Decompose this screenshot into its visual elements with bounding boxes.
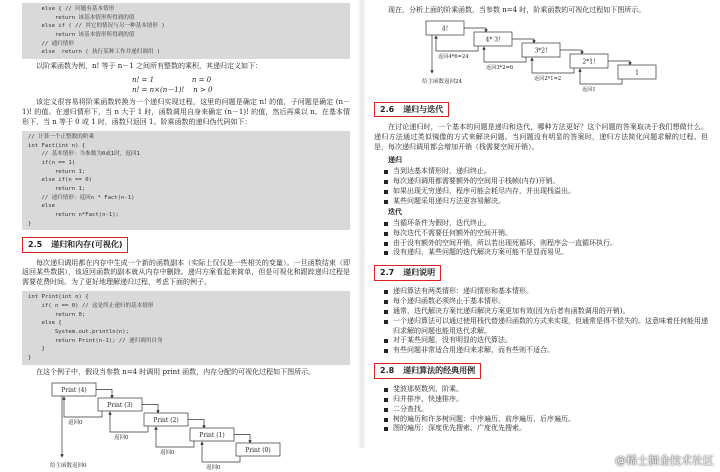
list-item: 每次迭代不需要任何额外的空间开销。 [384,229,708,239]
call-arrow [96,389,112,398]
return-arrow [484,47,526,62]
return-arrow [110,412,148,432]
call-arrow [464,28,486,32]
recursion-label: 递归 [388,156,402,165]
call-label: 1 [635,69,639,77]
factorial-explanation: 该定义很容易将阶乘函数转换为一个递归实现过程，这里的问题是确定 n! 的值，子问题是确定 (n－1)! 的值。在递归情形下，当 n 大于 1 时，函数调用自身来确定 (n－1)! 的值，然后再乘以 n。在基本情形下，当 n 等于 0 或 1 时，函数只返回 1。阶乘函数的递归伪代码如下： [22,98,350,127]
return-label: 返回0 [68,419,83,426]
list-item: 树的遍历和许多树问题：中序遍历、前序遍历、后序遍历。 [384,415,708,425]
right-page [362,0,720,448]
list-item: 当循环条件为假时，迭代终止。 [384,219,708,229]
factorial-formula: n! = 1 n = 0 n! = n×(n－1)! n > 0 [132,75,213,95]
list-item: 某些问题采用递归方法更容易解决。 [384,197,708,207]
section-2-6-heading [374,102,708,117]
call-label: Print (2) [153,416,179,424]
list-item: 递归算法有两类情形：递归情形和基本情形。 [384,287,708,297]
return-label: 返回3*2=6 [486,64,514,71]
call-arrow [142,404,158,413]
call-label: 3*2! [534,47,548,55]
call-arrow [234,434,250,443]
print-code: int Print(int n) { if( n == 0) // 这是终止递归的基本情形 return 0; else { System.out.println(n); return Print(n-1); // 递归调用自身 } } [22,291,350,364]
return-arrow [64,397,102,417]
recursion-notes-list [384,287,708,357]
return-arrow [202,442,240,462]
return-label: 返回1 [582,86,596,93]
list-item: 如果出现无穷递归，程序可能会耗尽内存，并出现栈溢出。 [384,187,708,197]
list-item: 当到达基本情形时，递归终止。 [384,167,708,177]
list-item: 对于某些问题，没有明显的迭代算法。 [384,336,708,346]
print-visual-intro: 在这个例子中，假设当参数 n=4 时调用 print 函数，内存分配的可视化过程如下图所示。 [36,367,316,376]
list-item: 归并排序、快速排序。 [384,395,708,405]
return-label: 返回4*6=24 [438,53,469,60]
return-arrow [532,58,574,73]
use-cases-list [384,385,708,435]
return-label: 返回2*1=2 [534,75,562,82]
call-label: Print (3) [107,401,133,409]
factorial-code: // 计算一个正整数的阶乘 int Fact(int n) { // 基本情形：当参数为0或1时，返回1 if(n == 1) return 1; else if(n == 0) return 1; // 递归情形：返回n * Fact(n-1) else return n*Fact(n-1); } [22,131,350,230]
recursion-template-code: else { // 问题有基本情形 return 该基本情形所得到的值 else if ( // 其它的情况与另一种基本情形 ) return 该基本情形所得到的值 // 通归情形 else return ( 执行某种工作并递归调用 ) [22,3,350,59]
call-label: 4! [441,25,449,33]
call-label: Print (1) [199,431,225,439]
factorial-memory-diagram [374,19,708,91]
list-item: 图的遍历：深度优先搜索、广度优先搜索。 [384,424,708,434]
section-2-8-heading [374,363,708,378]
memory-paragraph: 每次递归调用都在内存中生成一个新的函数副本（实际上仅仅是一些相关的变量）。一旦函数结束（即返回某些数据），该返回函数的副本就从内存中删除。递归方案看起来简单，但是可视化和跟踪递归过程是需要花费时间。为了更好地理解递归过程，考虑下面的例子。 [22,258,350,287]
list-item: 没有递归，某些问题的迭代解决方案可能不是显而易见。 [384,248,708,258]
return-arrow [156,427,194,447]
print-memory-diagram [22,381,352,469]
recursion-list [384,167,708,207]
call-label: Print (4) [61,386,87,394]
return-arrow [580,69,622,84]
return-label: 返回0 [160,449,175,456]
return-arrow [436,36,478,51]
list-item: 二分查找。 [384,405,708,415]
iteration-list [384,219,708,259]
list-item: 由于没有额外的空间开销，所以若出现死循环，则程序会一直循环执行。 [384,239,708,249]
call-arrow [608,61,630,65]
section-heading-box: 2.8 递归算法的经典用例 [374,363,481,378]
return-label: 返回0 [114,434,129,441]
list-item: 斐波那契数列、阶乘。 [384,385,708,395]
iteration-label: 迭代 [388,207,402,216]
call-arrow [560,50,582,54]
list-item: 一个递归算法可以通过使用栈代替递归函数的方式来实现，但通常是得不偿失的。这意味着任何能用递归求解的问题也能用迭代求解。 [384,317,708,337]
section-heading-box: 2.7 递归说明 [374,265,441,280]
call-arrow [188,419,204,428]
call-arrow [512,39,534,43]
recursion-vs-iteration-text: 在讨论递归时，一个基本的问题是递归和迭代，哪种方法更好？这个问题的答案取决于我们想做什么。递归方法通过类似镜像的方式来解决问题。当问题没有明显的答案时，递归方法简化问题求解的过程。但是，每次递归调用都会增加开销（栈需要空间开销）。 [374,123,708,152]
list-item: 每个递归函数必须终止于基本情形。 [384,297,708,307]
section-heading-box: 2.6 递归与迭代 [374,102,449,117]
list-item: 有些问题非常适合用递归来求解，而有些则不适合。 [384,346,708,356]
return-label: 返回0 [206,464,221,471]
watermark: @稀土掘金技术社区 [615,454,714,468]
section-2-7-heading [374,265,708,280]
factorial-intro: 以阶乘函数为例，n! 等于 n－1 之间所有整数的乘积，其递归定义如下： [36,61,262,70]
call-label: 4* 3! [485,36,501,44]
section-2-5-heading [22,237,350,252]
section-heading-box: 2.5 递归和内存(可视化) [22,237,128,252]
call-label: Print (0) [245,446,271,454]
list-item: 通常，迭代解决方案比递归解决方案更加有效(因为后者有函数调用的开销)。 [384,307,708,317]
fact-visual-intro: 现在，分析上面的阶乘函数，当参数 n=4 时，阶乘函数的可视化过程如下图所示。 [388,6,646,14]
main-return-label: 给主函数返回24 [422,78,462,85]
main-return-label: 给主函数返回0 [50,462,87,469]
list-item: 每次递归调用都需要额外的空间用于栈帧(内存)开销。 [384,177,708,187]
call-label: 2*1! [582,58,596,66]
